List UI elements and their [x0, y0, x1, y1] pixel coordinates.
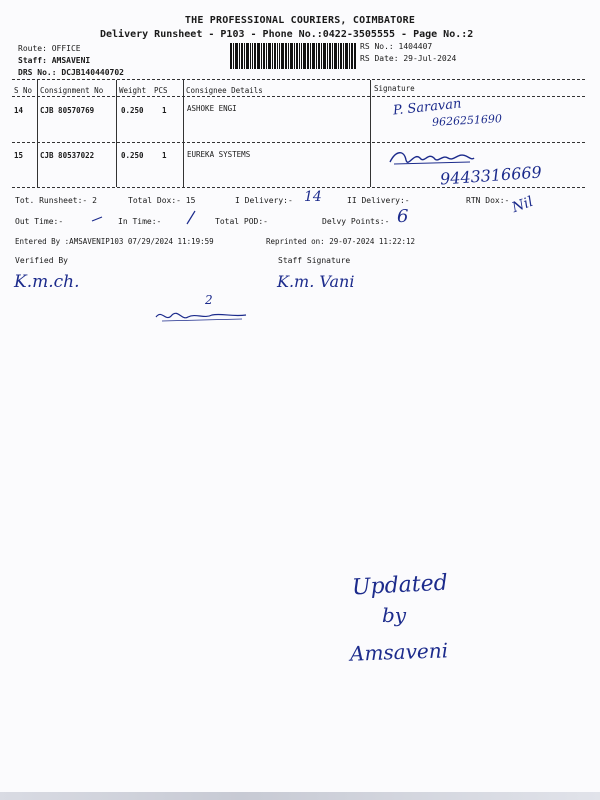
rs-date-label: RS Date: 29-Jul-2024	[360, 54, 457, 63]
entered-by: Entered By :AMSAVENIP103 07/29/2024 11:19:59	[15, 237, 214, 246]
total-pod: Total POD:-	[215, 217, 268, 226]
i-delivery: I Delivery:-	[235, 196, 293, 205]
out-time-dash-mark	[90, 214, 104, 224]
rtn-dox-value: Nil	[509, 193, 536, 217]
rs-no-label: RS No.: 1404407	[360, 42, 433, 51]
in-time: In Time:-	[118, 217, 162, 226]
drs-label: DRS No.: DCJB140440702	[18, 68, 124, 77]
table-top-rule	[12, 79, 585, 80]
tot-runsheet: Tot. Runsheet:- 2	[15, 196, 97, 205]
col-divider	[370, 80, 371, 187]
verified-by-signature: K.m.ch.	[14, 272, 80, 292]
row-consignee: EUREKA SYSTEMS	[187, 150, 251, 159]
delvy-points: Delvy Points:-	[322, 217, 390, 226]
row-pcs: 1	[162, 106, 167, 115]
col-header-sno: S No	[14, 86, 33, 95]
row-consignment: CJB 80537022	[40, 151, 95, 160]
ii-delivery: II Delivery:-	[347, 196, 410, 205]
table-row-rule	[12, 142, 585, 143]
row-weight: 0.250	[121, 151, 144, 160]
signature-row14-name: P. Saravan	[392, 96, 463, 119]
barcode-image	[230, 43, 356, 69]
row-consignment: CJB 80570769	[40, 106, 95, 115]
scan-edge	[0, 792, 600, 800]
row-consignee: ASHOKE ENGI	[187, 104, 237, 113]
out-time: Out Time:-	[15, 217, 64, 226]
verified-by-label: Verified By	[15, 256, 68, 265]
col-header-consignee: Consignee Details	[186, 86, 263, 95]
handwritten-two: 2	[205, 293, 213, 307]
in-time-slash-mark	[184, 208, 198, 226]
staff-signature-label: Staff Signature	[278, 256, 351, 265]
note-updated: Updated	[351, 570, 449, 601]
staff-label: Staff: AMSAVENI	[18, 56, 91, 65]
handwritten-scribble	[152, 305, 250, 327]
signature-row15-phone: 9443316669	[439, 162, 543, 189]
table-bottom-rule	[12, 187, 585, 188]
col-header-weight: Weight	[119, 86, 147, 95]
staff-signature-handwritten: K.m. Vani	[277, 272, 355, 291]
route-label: Route: OFFICE	[18, 44, 81, 53]
col-divider	[116, 80, 117, 187]
note-by: by	[382, 603, 407, 627]
col-divider	[183, 80, 184, 187]
col-header-pcs: PCS	[154, 86, 168, 95]
note-amsaveni: Amsaveni	[349, 638, 449, 666]
total-dox: Total Dox:- 15	[128, 196, 196, 205]
company-title: THE PROFESSIONAL COURIERS, COIMBATORE	[184, 15, 416, 26]
col-header-consignment: Consignment No	[40, 86, 104, 95]
row-sno: 15	[14, 151, 24, 160]
col-divider	[37, 80, 38, 187]
signature-row14-phone: 9626251690	[431, 112, 503, 129]
i-delivery-value: 14	[304, 189, 322, 205]
table-header-rule	[12, 96, 585, 97]
row-weight: 0.250	[121, 106, 144, 115]
row-sno: 14	[14, 106, 24, 115]
delvy-points-value: 6	[397, 206, 409, 227]
row-pcs: 1	[162, 151, 167, 160]
runsheet-subtitle: Delivery Runsheet - P103 - Phone No.:0422-3505555 - Page No.:2	[100, 29, 474, 40]
rtn-dox: RTN Dox:-	[466, 196, 510, 205]
col-header-signature: Signature	[374, 84, 415, 93]
reprinted-on: Reprinted on: 29-07-2024 11:22:12	[266, 237, 416, 246]
